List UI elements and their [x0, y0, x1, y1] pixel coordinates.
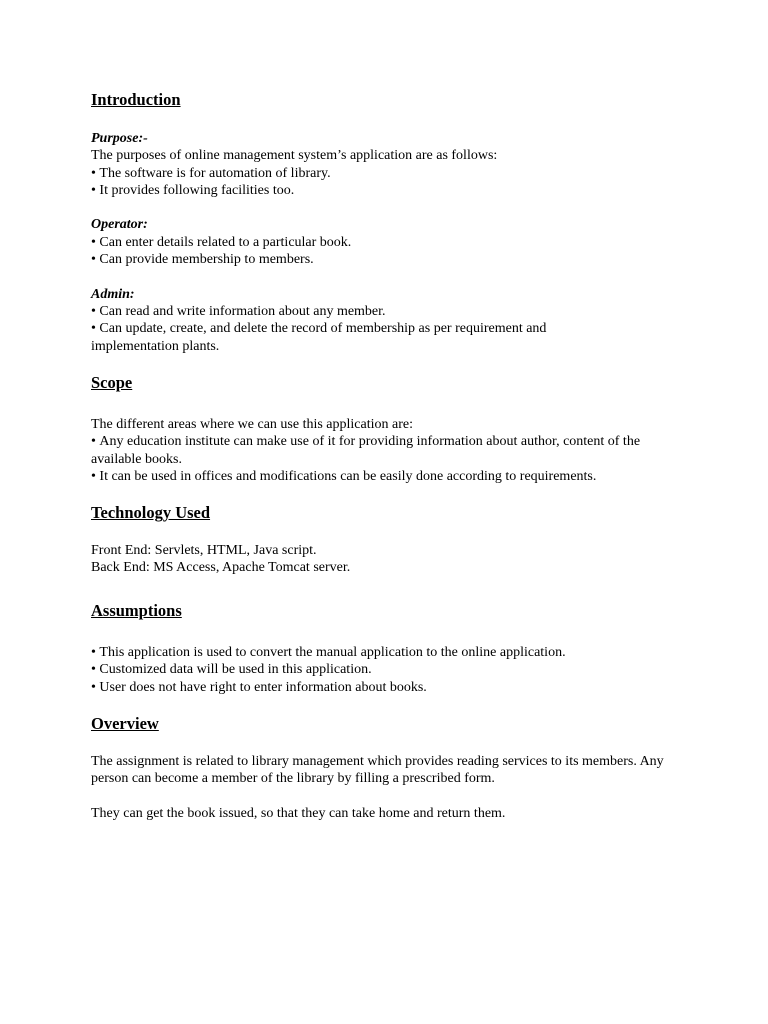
- assumption-bullet: • User does not have right to enter information about books.: [91, 679, 691, 696]
- purpose-block: [91, 130, 691, 355]
- purpose-text: The purposes of online management system’s application are as follows:: [91, 148, 498, 164]
- technology-body: [91, 542, 691, 577]
- overview-body: [91, 753, 691, 822]
- scope-section: [91, 373, 691, 393]
- purpose-bullet: • It provides following facilities too.: [91, 182, 691, 199]
- assumptions-body: [91, 644, 691, 696]
- overview-section: [91, 714, 691, 734]
- purpose-bullet: • The software is for automation of library.: [91, 165, 691, 182]
- front-end-line: Front End: Servlets, HTML, Java script.: [91, 543, 317, 558]
- operator-label: Operator:: [91, 217, 148, 233]
- operator-bullet: • Can enter details related to a particular book.: [91, 234, 691, 251]
- scope-bullet: • Any education institute can make use of it for providing information about author, content of the available books.: [91, 433, 671, 468]
- introduction-section: [91, 90, 691, 110]
- assumptions-section: [91, 601, 691, 621]
- purpose-label: Purpose:-: [91, 131, 148, 146]
- overview-heading: Overview: [91, 714, 159, 733]
- back-end-line: Back End: MS Access, Apache Tomcat server.: [91, 560, 351, 576]
- overview-paragraph: They can get the book issued, so that they can take home and return them.: [91, 805, 506, 821]
- technology-heading: Technology Used: [91, 503, 211, 522]
- scope-intro: The different areas where we can use this application are:: [91, 417, 413, 432]
- admin-bullet: • Can read and write information about any member.: [91, 303, 691, 320]
- overview-paragraph: The assignment is related to library management which provides reading services to its members. Any person can become a member of the library by filling a prescribed form.: [91, 754, 664, 787]
- scope-bullet: • It can be used in offices and modifications can be easily done according to requirements.: [91, 468, 691, 485]
- technology-section: [91, 503, 691, 523]
- operator-bullet: • Can provide membership to members.: [91, 251, 691, 268]
- assumption-bullet: • Customized data will be used in this application.: [91, 661, 691, 678]
- assumption-bullet: • This application is used to convert the manual application to the online application.: [91, 644, 691, 661]
- admin-label: Admin:: [91, 286, 135, 302]
- assumptions-heading: Assumptions: [91, 601, 182, 620]
- scope-heading: Scope: [91, 373, 133, 392]
- scope-body: [91, 416, 691, 485]
- introduction-heading: Introduction: [91, 90, 181, 109]
- admin-bullet: • Can update, create, and delete the record of membership as per requirement and implementation plants.: [91, 320, 591, 355]
